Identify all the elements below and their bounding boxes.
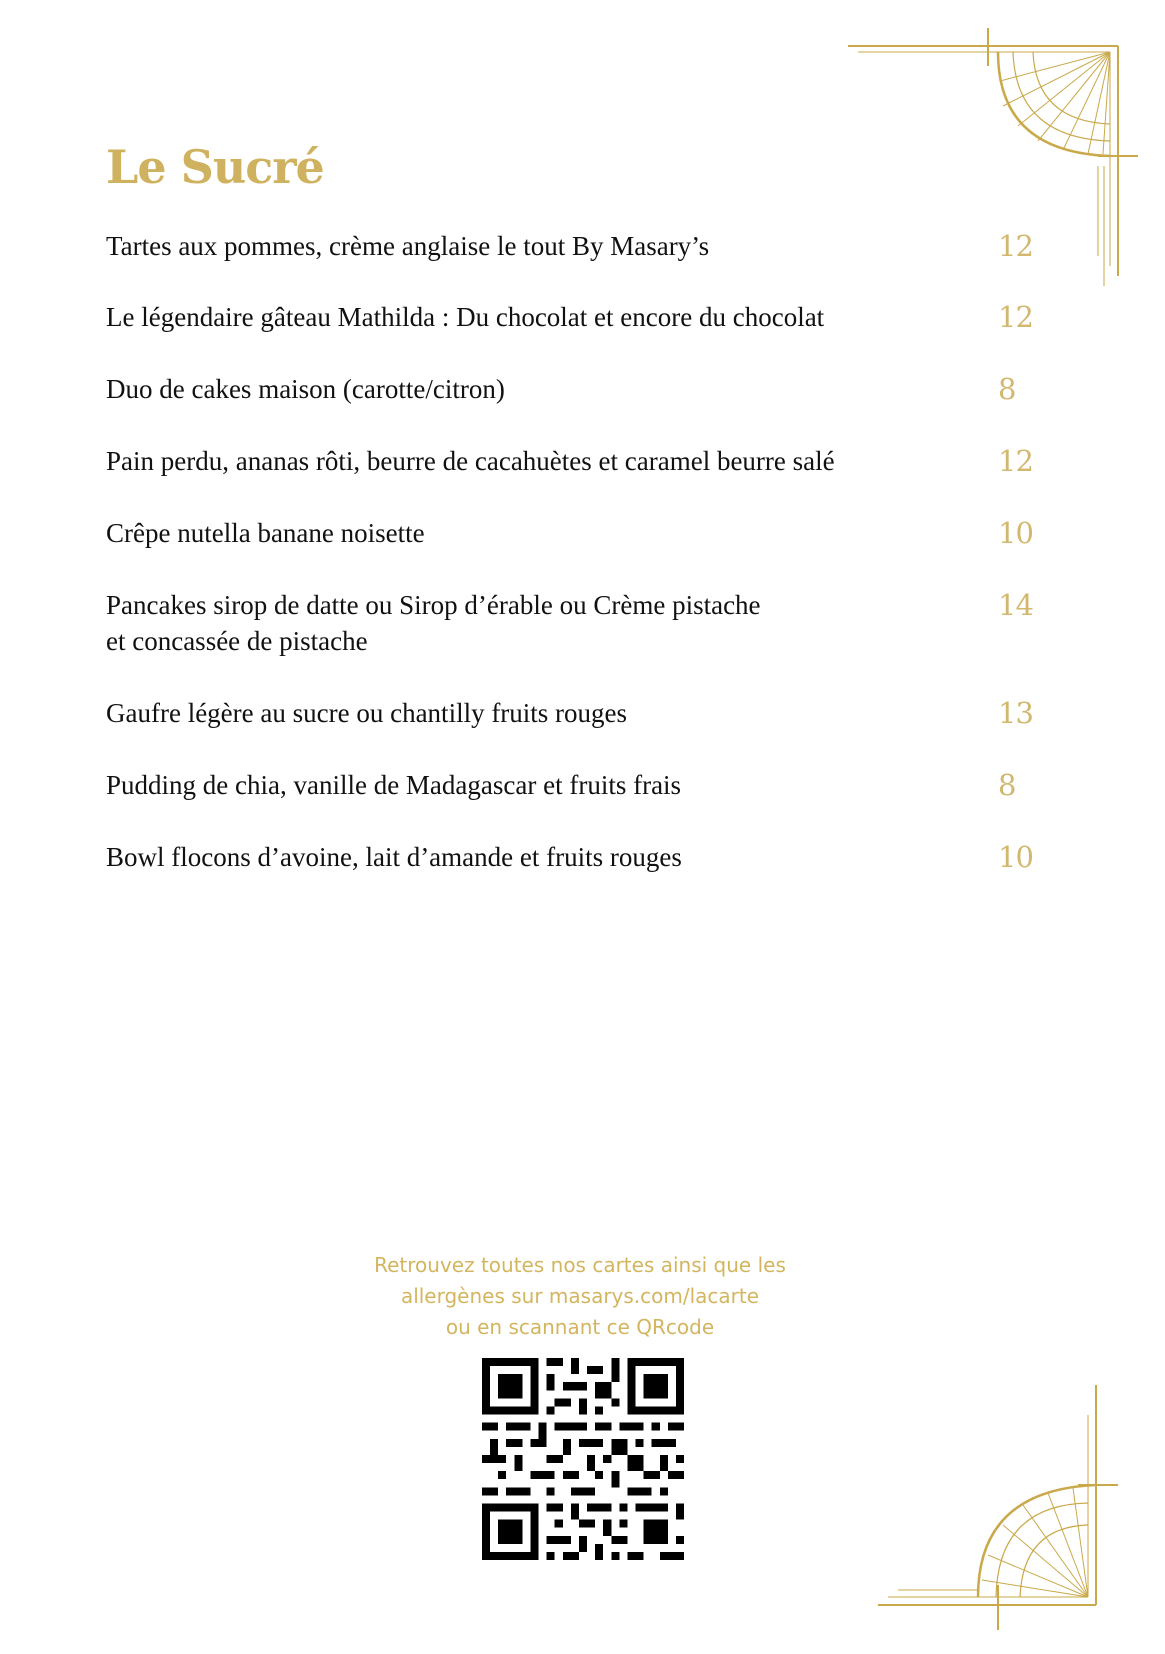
qr-code-icon[interactable] [482, 1358, 684, 1560]
menu-item-name: Le légendaire gâteau Mathilda : Du chocolat et encore du chocolat [106, 302, 825, 332]
menu-item-name: Duo de cakes maison (carotte/citron) [106, 374, 505, 404]
menu-item-name: Pudding de chia, vanille de Madagascar et fruits frais [106, 770, 682, 800]
menu-item-name: Bowl flocons d’avoine, lait d’amande et fruits rouges [106, 842, 682, 872]
menu-item-price: 12 [998, 229, 1033, 263]
menu-item-price: 14 [998, 588, 1033, 622]
menu-item-name: Pain perdu, ananas rôti, beurre de cacahuètes et caramel beurre salé [106, 446, 835, 476]
menu-item-name: Gaufre légère au sucre ou chantilly fruits rouges [106, 698, 628, 728]
menu-item-price: 8 [998, 768, 1016, 802]
art-deco-corner-bottom-right [878, 1385, 1138, 1635]
footer-line: allergènes sur masarys.com/lacarte [400, 1284, 760, 1308]
menu-item-price: 12 [998, 300, 1033, 334]
menu-item-name: Pancakes sirop de datte ou Sirop d’érable ou Crème pistache et concassée de pistache [106, 590, 761, 656]
footer-note [320, 1250, 840, 1343]
footer-line: ou en scannant ce QRcode [445, 1315, 715, 1339]
menu-item-price: 8 [998, 372, 1016, 406]
menu-item-price: 10 [998, 516, 1033, 550]
footer-line: Retrouvez toutes nos cartes ainsi que les [374, 1253, 786, 1277]
menu-item-price: 13 [998, 696, 1033, 730]
page-title: Le Sucré [106, 140, 324, 194]
menu-item-name: Crêpe nutella banane noisette [106, 518, 425, 548]
menu-item-price: 10 [998, 840, 1033, 874]
menu-item-price: 12 [998, 444, 1033, 478]
menu-item-name: Tartes aux pommes, crème anglaise le tout By Masary’s [106, 231, 710, 261]
